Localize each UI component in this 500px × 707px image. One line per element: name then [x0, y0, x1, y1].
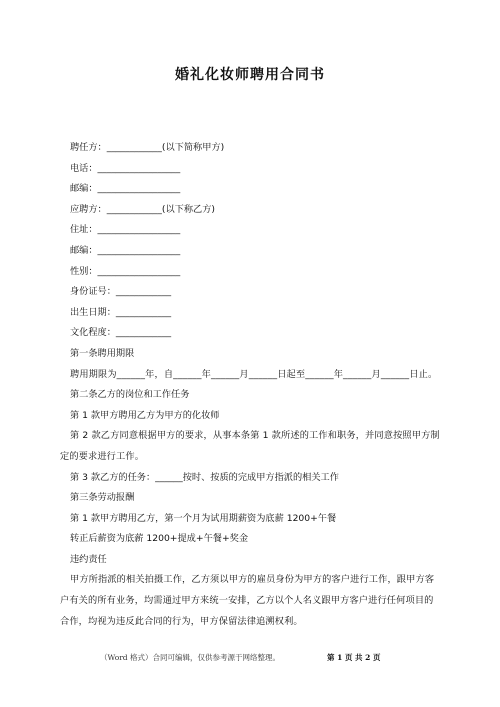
section-heading-breach: 违约责任 [70, 553, 107, 565]
line-id-number: 身份证号：____________ [70, 286, 172, 298]
line-gender: 性别：__________________ [70, 265, 181, 277]
section-heading-term: 第一条聘用期限 [70, 347, 135, 359]
footer-note: （Word 格式）合同可编辑，仅供参考源于网络整理。 [100, 653, 280, 662]
line-applicant-postcode: 邮编：__________________ [70, 244, 181, 256]
clause-pay-2: 转正后薪资为底薪 1200+提成+午餐+奖金 [70, 533, 249, 545]
line-applicant: 应聘方：____________(以下称乙方) [70, 203, 215, 215]
page-number: 第 1 页 共 2 页 [327, 653, 381, 662]
document-title: 婚礼化妆师聘用合同书 [175, 67, 325, 83]
paragraph-breach: 甲方所指派的相关拍摄工作，乙方须以甲方的雇员身份为甲方的客户进行工作，跟甲方客户有关的所有业务，均需通过甲方来统一安排，乙方以个人名义跟甲方客户进行任何项目的合作，均视为违反此合同的行为，甲方保留法律追溯权利。 [60, 574, 435, 627]
clause-duty-1: 第 1 款甲方聘用乙方为甲方的化妆师 [70, 409, 220, 421]
line-address: 住址：__________________ [70, 224, 181, 236]
section-heading-duties: 第二条乙方的岗位和工作任务 [70, 389, 190, 401]
section-heading-pay: 第三条劳动报酬 [70, 492, 135, 504]
line-education: 文化程度：____________ [70, 327, 172, 339]
line-employer: 聘任方：____________(以下简称甲方) [70, 142, 225, 153]
document-body [60, 138, 440, 632]
clause-duty-2: 第 2 款乙方同意根据甲方的要求，从事本条第 1 款所述的工作和职务，并同意按照甲方制定的要求进行工作。 [60, 430, 440, 462]
clause-duty-3: 第 3 款乙方的任务：______按时、按质的完成甲方指派的相关工作 [70, 471, 339, 483]
line-employer-phone: 电话：__________________ [70, 162, 181, 174]
paragraph-term: 聘用期限为______年，自______年______月______日起至______年______月______日止。 [70, 368, 438, 380]
line-employer-postcode: 邮编：__________________ [70, 183, 181, 195]
line-birth-date: 出生日期：____________ [70, 306, 172, 318]
clause-pay-1: 第 1 款甲方聘用乙方，第一个月为试用期薪资为底薪 1200+午餐 [70, 512, 337, 524]
